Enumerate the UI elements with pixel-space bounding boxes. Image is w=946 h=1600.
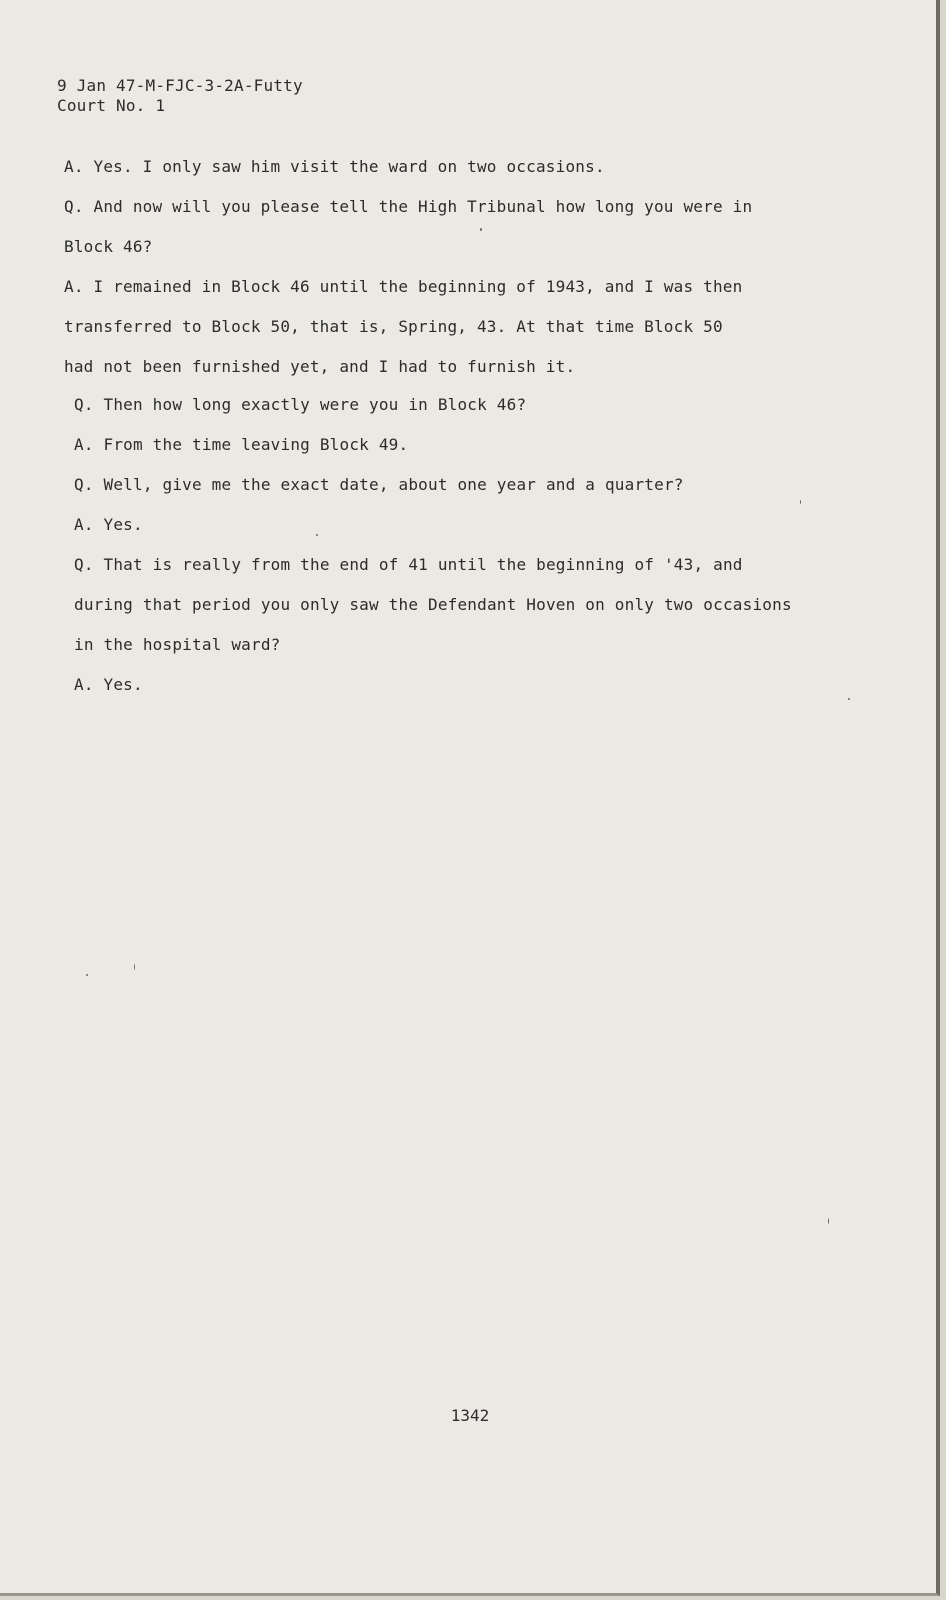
- transcript-line-1: A. Yes. I only saw him visit the ward on two occasions.: [64, 157, 605, 176]
- transcript-line-7: Q. Then how long exactly were you in Block 46?: [74, 395, 527, 414]
- transcript-line-13: in the hospital ward?: [74, 635, 281, 654]
- paper-speck: [480, 228, 482, 231]
- page-number: 1342: [450, 1406, 490, 1425]
- header-line-2: Court No. 1: [57, 96, 166, 115]
- transcript-line-11: Q. That is really from the end of 41 until the beginning of '43, and: [74, 555, 743, 574]
- transcript-line-9: Q. Well, give me the exact date, about one year and a quarter?: [74, 475, 684, 494]
- paper-speck: [848, 698, 850, 700]
- paper-speck: [828, 1218, 829, 1224]
- transcript-line-4: A. I remained in Block 46 until the beginning of 1943, and I was then: [64, 277, 743, 296]
- transcript-line-8: A. From the time leaving Block 49.: [74, 435, 409, 454]
- header-line-1: 9 Jan 47-M-FJC-3-2A-Futty: [57, 76, 303, 95]
- transcript-line-10: A. Yes.: [74, 515, 143, 534]
- transcript-line-2: Q. And now will you please tell the High Tribunal how long you were in: [64, 197, 753, 216]
- transcript-line-5: transferred to Block 50, that is, Spring, 43. At that time Block 50: [64, 317, 723, 336]
- transcript-line-14: A. Yes.: [74, 675, 143, 694]
- transcript-line-12: during that period you only saw the Defendant Hoven on only two occasions: [74, 595, 792, 614]
- transcript-line-3: Block 46?: [64, 237, 153, 256]
- paper-speck: [316, 534, 318, 536]
- paper-speck: [86, 974, 88, 976]
- paper-speck: [134, 964, 135, 970]
- paper-speck: [800, 500, 801, 504]
- transcript-line-6: had not been furnished yet, and I had to furnish it.: [64, 357, 576, 376]
